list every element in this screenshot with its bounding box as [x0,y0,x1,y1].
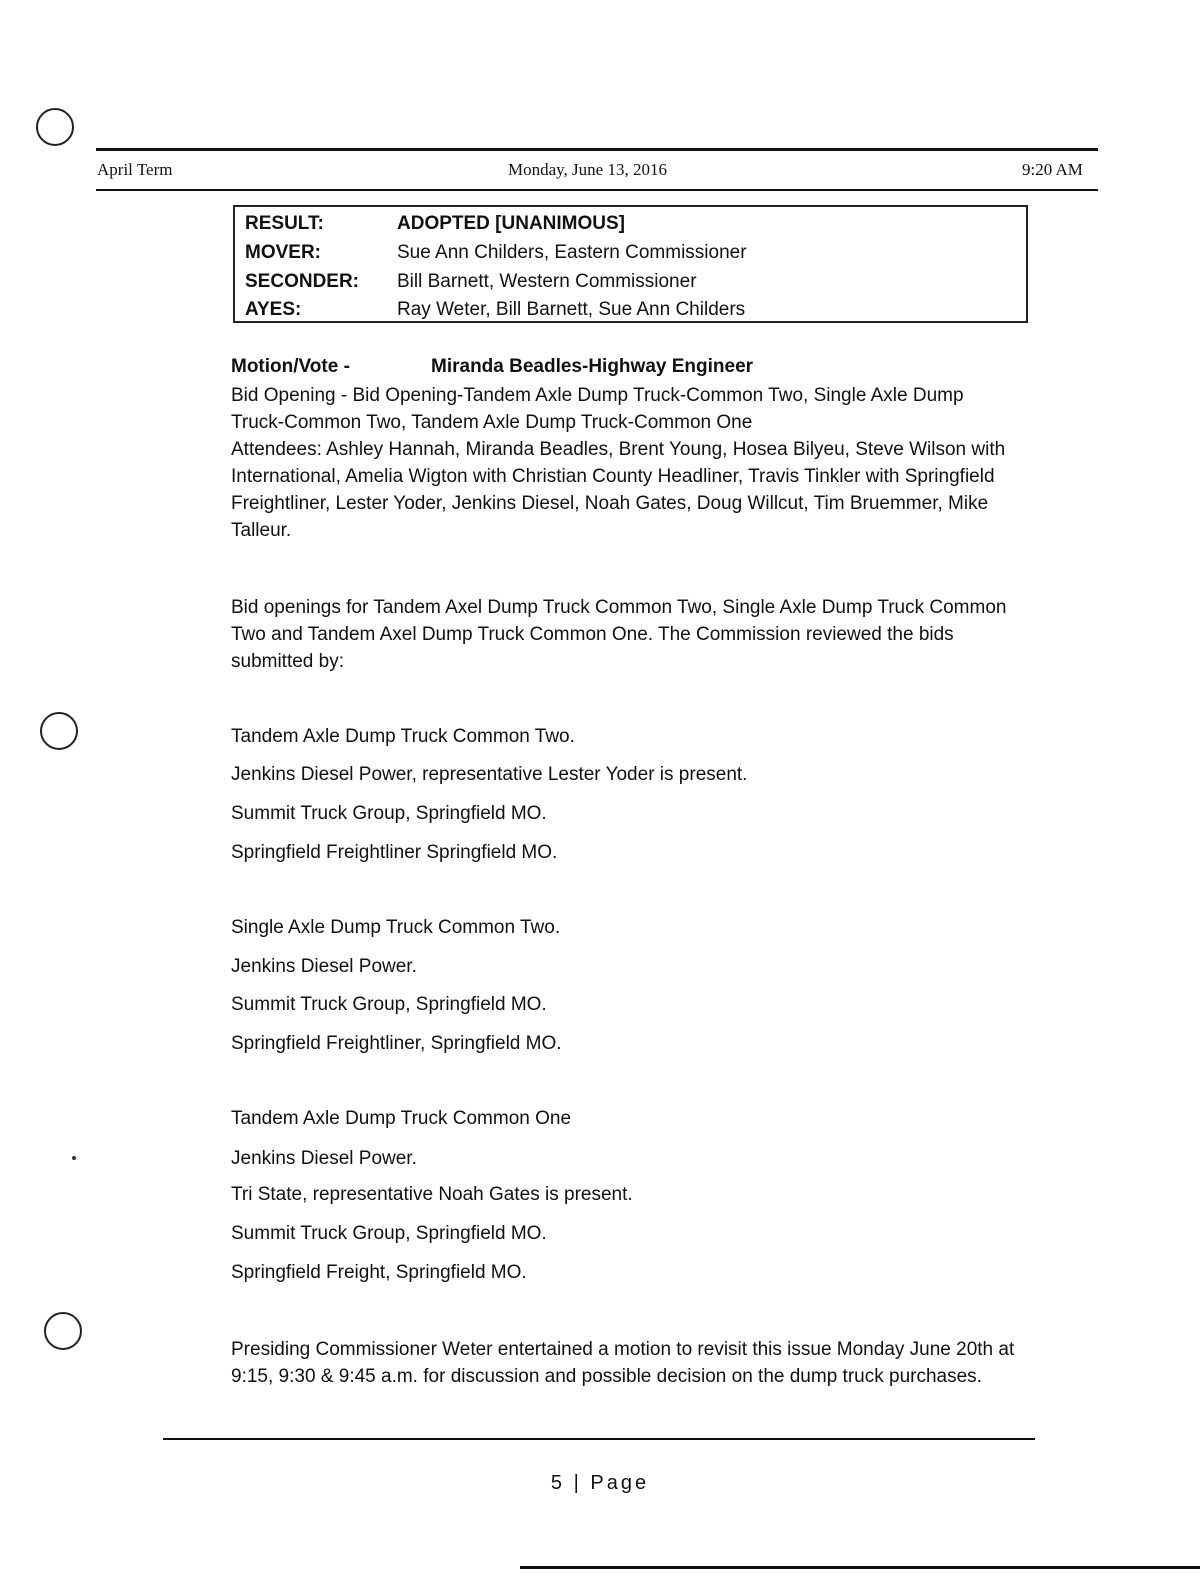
bidder-item: Jenkins Diesel Power. [231,956,417,977]
ayes-label: AYES: [245,299,302,320]
footer-rule [163,1438,1035,1440]
mover-label: MOVER: [245,242,321,263]
motion-title: Miranda Beadles-Highway Engineer [431,356,754,377]
header-bottom-rule [96,189,1098,191]
binder-hole-top [36,108,74,146]
bids-intro-text: Bid openings for Tandem Axel Dump Truck Common Two, Single Axle Dump Truck Common Two and Tandem Axel Dump Truck Common One. The Commission reviewed the bids submitted by: [231,597,1007,672]
motion-label: Motion/Vote - [231,356,350,377]
bid-opening-text: Bid Opening - Bid Opening-Tandem Axle Dump Truck-Common Two, Single Axle Dump Truck-Common Two, Tandem Axle Dump Truck-Common One [231,385,964,433]
scan-speck [72,1156,76,1160]
bidder-item: Summit Truck Group, Springfield MO. [231,1223,547,1244]
bid-group-heading: Single Axle Dump Truck Common Two. [231,917,561,938]
result-value: ADOPTED [UNANIMOUS] [397,213,625,234]
bidder-item: Jenkins Diesel Power, representative Lester Yoder is present. [231,764,748,785]
header-top-rule [96,148,1098,151]
vote-result-box [233,205,1028,323]
bid-group-heading: Tandem Axle Dump Truck Common Two. [231,726,575,747]
bidder-item: Springfield Freightliner, Springfield MO. [231,1033,562,1054]
attendees-text: Attendees: Ashley Hannah, Miranda Beadles, Brent Young, Hosea Bilyeu, Steve Wilson with International, Amelia Wigton with Christian County Headliner, Travis Tinkler with Springfield Freightliner, Lester Yoder, Jenkins Diesel, Noah Gates, Doug Willcut, Tim Bruemmer, Mike Talleur. [231,439,1006,541]
header-date: Monday, June 13, 2016 [508,160,667,179]
mover-value: Sue Ann Childers, Eastern Commissioner [397,242,747,263]
seconder-label: SECONDER: [245,271,360,292]
scan-bottom-edge [520,1566,1200,1569]
binder-hole-middle [40,712,78,750]
bid-group-heading: Tandem Axle Dump Truck Common One [231,1108,572,1129]
bidder-item: Springfield Freightliner Springfield MO. [231,842,558,863]
ayes-value: Ray Weter, Bill Barnett, Sue Ann Childers [397,299,746,320]
bidder-item: Summit Truck Group, Springfield MO. [231,803,547,824]
bidder-item: Tri State, representative Noah Gates is present. [231,1184,633,1205]
motion-heading [231,356,753,378]
result-label: RESULT: [245,213,324,234]
closing-motion-text: Presiding Commissioner Weter entertained a motion to revisit this issue Monday June 20th at 9:15, 9:30 & 9:45 a.m. for discussion and possible decision on the dump truck purchases. [231,1339,1015,1387]
bidder-item: Summit Truck Group, Springfield MO. [231,994,547,1015]
bidder-item: Springfield Freight, Springfield MO. [231,1262,527,1283]
bidder-item: Jenkins Diesel Power. [231,1148,417,1169]
header-term: April Term [97,160,173,179]
seconder-value: Bill Barnett, Western Commissioner [397,271,697,292]
binder-hole-bottom [44,1312,82,1350]
header-time: 9:20 AM [1022,160,1083,179]
page-number: 5 | Page [550,1472,650,1494]
